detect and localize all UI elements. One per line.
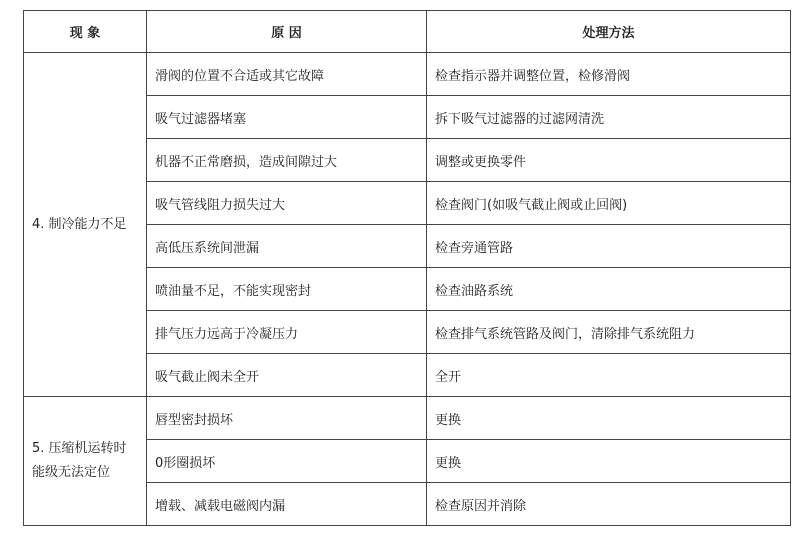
cause-cell: 唇型密封损坏 bbox=[147, 397, 427, 440]
method-cell: 调整或更换零件 bbox=[427, 139, 791, 182]
phenomenon-cell: 4. 制冷能力不足 bbox=[24, 53, 147, 397]
cause-cell: 增载、减载电磁阀内漏 bbox=[147, 483, 427, 526]
method-cell: 全开 bbox=[427, 354, 791, 397]
header-cause: 原 因 bbox=[147, 11, 427, 53]
method-cell: 更换 bbox=[427, 397, 791, 440]
cause-cell: 机器不正常磨损，造成间隙过大 bbox=[147, 139, 427, 182]
cause-cell: 高低压系统间泄漏 bbox=[147, 225, 427, 268]
table-row bbox=[24, 53, 791, 96]
method-cell: 检查油路系统 bbox=[427, 268, 791, 311]
cause-cell: 吸气管线阻力损失过大 bbox=[147, 182, 427, 225]
cause-cell: 排气压力远高于冷凝压力 bbox=[147, 311, 427, 354]
table-row bbox=[24, 397, 791, 440]
method-cell: 拆下吸气过滤器的过滤网清洗 bbox=[427, 96, 791, 139]
method-cell: 检查旁通管路 bbox=[427, 225, 791, 268]
method-cell: 检查指示器并调整位置，检修滑阀 bbox=[427, 53, 791, 96]
method-cell: 检查阀门(如吸气截止阀或止回阀) bbox=[427, 182, 791, 225]
method-cell: 检查原因并消除 bbox=[427, 483, 791, 526]
cause-cell: 喷油量不足，不能实现密封 bbox=[147, 268, 427, 311]
method-cell: 检查排气系统管路及阀门，清除排气系统阻力 bbox=[427, 311, 791, 354]
troubleshooting-table bbox=[23, 10, 791, 526]
cause-cell: 吸气截止阀未全开 bbox=[147, 354, 427, 397]
cause-cell: 吸气过滤器堵塞 bbox=[147, 96, 427, 139]
header-phenomenon: 现 象 bbox=[24, 11, 147, 53]
header-method: 处理方法 bbox=[427, 11, 791, 53]
cause-cell: 滑阀的位置不合适或其它故障 bbox=[147, 53, 427, 96]
header-row bbox=[24, 11, 791, 53]
phenomenon-cell: 5. 压缩机运转时能级无法定位 bbox=[24, 397, 147, 526]
cause-cell: 0形圈损坏 bbox=[147, 440, 427, 483]
method-cell: 更换 bbox=[427, 440, 791, 483]
